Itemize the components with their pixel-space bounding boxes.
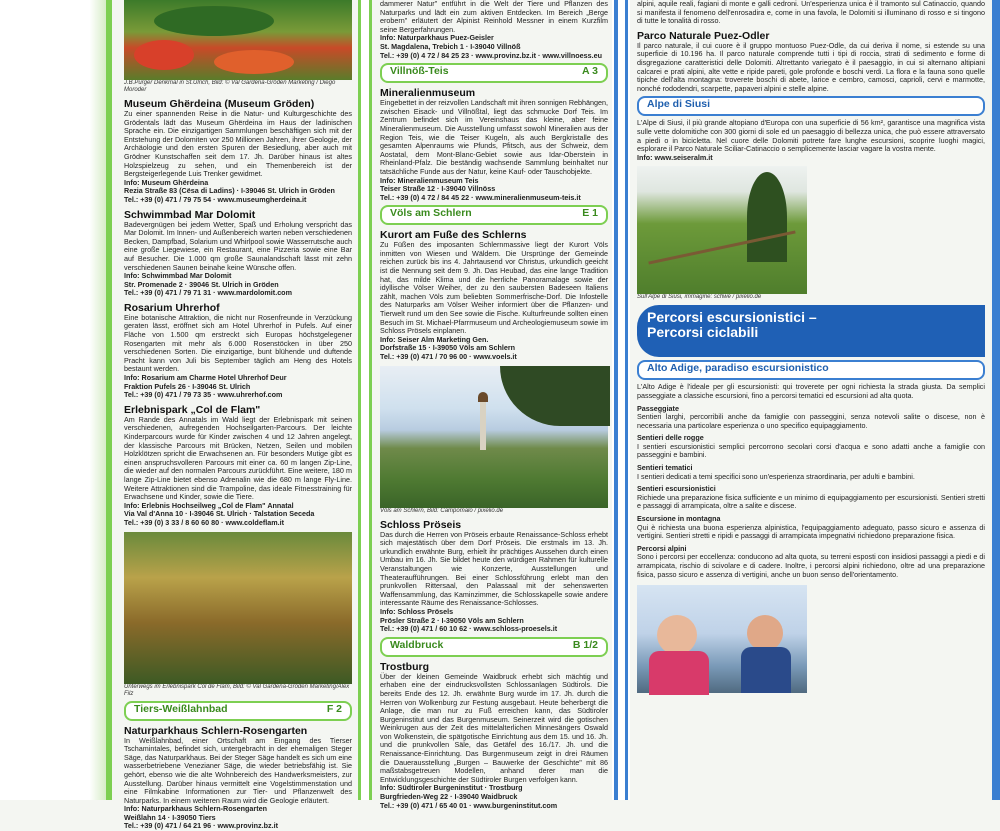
hiking-cycling-heading [637,305,985,357]
puez-title: Parco Naturale Puez-Odler [637,29,770,42]
rosarium-title: Rosarium Uhrerhof [124,301,220,314]
section-name: Alpe di Siusi [647,98,711,111]
erlebnispark-body: Am Rande des Annatals im Wald liegt der Erlebnispark mit seinen verschiedenen, aufregenden Hochseilgarten-Parcours. Der leichte Kinderparcours wurde für Kinder zwischen 4 und 12 Jahren angelegt, der klassische Parcours mit Brücken, Netzen, Seilen und mobilen Holzklötzen spricht die Erwachsenen an. Für besonders Mutige gibt es einen anspruchsvolleren Parcours mit einer ca. 60 m langen Zip-Line, die wieder auf den normalen Parcours zurückführt. Eine weitere, 180 m lange Zip-Line bietet ebenso Adrenalin wie die 680 m lange Fly-Line. Weitere Attraktionen sind die Trampoline, das ideale Fitnesstraining für Erwachsene und Kinder, sowie die Tiere. [124,414,352,502]
item-title: Passeggiate [637,403,679,413]
photo-garden-monument [124,0,352,80]
mineralien-body: Eingebettet in der reizvollen Landschaft mit ihren sonnigen Rebhängen, zwischen Eisack- und Villnößtal, liegt das schmucke Dorf Teis. Im Zentrum befindet sich im Vereinshaus das kleine, aber feine Mineralienmuseum. Die Ausstellung umfasst sowohl Mineralien aus der Region Teis, wie die Teiser Kugeln, als auch Bergkristalle des gesamten Alpenraums wie Pfunds, Pfitsch, aus der Schweiz, dem Aostatal, dem Mont-Blanc-Gebiet sowie aus Idar-Oberstein in Rheinland-Pfalz. Die beständig wachsende Sammlung beinhaltet nur tatsächliche Funde aus der Natur, keine Kauf- oder Tauschobjekte. [380,98,608,176]
item-title: Sentieri delle rogge [637,433,704,443]
section-header-tiers [124,701,352,721]
trostburg-info: Info: Südtiroler Burgeninstitut · Trostburg [380,783,523,793]
section-header-waldbruck [380,637,608,657]
naturparkhaus-info: Info: Naturparkhaus Schlern-Rosengarten [124,804,267,814]
left-margin-band [0,0,112,800]
photo-caption: Sull'Alpe di Siusi, immagine: schwe / pixelio.de [637,294,762,301]
section-map-code: E 1 [582,207,598,220]
column-1 [124,0,352,831]
alto-body: L'Alto Adige è l'ideale per gli escursionisti: qui troverete per ogni richiesta la strada giusta. Da semplici passeggiate a classiche escursioni, fino a percorsi tematici ed escursioni ad alta quota. [637,382,985,400]
item-body: Richiede una preparazione fisica sufficiente e un minimo di equipaggiamento per escursionisti. Sentieri stretti e passaggi di arrampicata, oltre a salite e discese. [637,492,985,511]
rosarium-body: Eine botanische Attraktion, die nicht nur Rosenfreunde in Verzückung geraten lässt, eröffnet sich am Hotel Uhrerhof in Pufels. Auf einer Fläche von 1.500 qm erstreckt sich Europas höchstgelegener Rosengarten mit mehr als 6.000 Rosenstöcken in über 250 verschiedenen Sorten. Die einzigartige, bunt blühende und duftende Pracht kann von Juli bis September täglich am Heng des Hotels bestaunt werden. [124,312,352,374]
museum-body: Zu einer spannenden Reise in die Natur- und Kulturgeschichte des Grödentals lädt das Museum Ghërdeina im Haus der ladinischen Sprache ein. Die einzigartigen Sammlungen beschäftigen sich mit der Entstehung der Dolomiten vor 250 Millionen Jahren, ihrer Geologie, der Archäologie und den ersten Spuren der Besiedlung, aber auch mit Grödner Kunstschaffen seit dem 17. Jh. Darüber hinaus ist altes Holzspielzeug zu sehen, und ein Themenbereich ist der Bergsteigerlegende Luis Trenker gewidmet. [124,109,352,179]
right-edge-band [992,0,1000,800]
intro-contact: Tel.: +39 (0) 4 72 / 84 25 23 · www.provinz.bz.it · www.villnoess.eu [380,50,603,60]
museum-address: Rezia Straße 83 (Cësa di Ladins) · I-39046 St. Ulrich in Gröden [124,186,335,196]
column-divider-green [358,0,372,800]
photo-forest-park [124,532,352,684]
section-header-voels [380,205,608,225]
section-name: Tiers-Weißlahnbad [134,702,228,715]
column-3 [637,0,985,693]
photo-caption: J.B.Purger Denkmal in St.Ulrich, Bild: © Val Gardena-Gröden Marketing / Diego Moroder [124,80,336,93]
museum-contact: Tel.: +39 (0) 471 / 79 75 54 · www.museumgherdeina.it [124,194,307,204]
item-title: Sentieri tematici [637,463,693,473]
trostburg-body: Über der kleinen Gemeinde Waidbruck erhebt sich mächtig und erhaben eine der eindrucksvollsten Schlossanlagen Südtirols. Die bereits Ende des 12. Jh. erwähnte Burg wurde im 17. Jh. durch die Herren von Wolkenburg zur Festung ausgebaut. Heute beherbergt die Anlage, die man nur zu Fuß erreichen kann, das Südtiroler Burgeninstitut und das Burgenmuseum. Seinerzeit wird die gotischen Weinkrugen aus der Zeit des mittelalterlichen Minnesängers Oswald von Wolkenstein, die spätgotische Einrichtung aus dem 15. und 16. Jh. und die prunkvollen Säle, das Getäfel des 16./17. Jh. und die Renaissance-Einrichtung. Das Burgenmuseum zeigt in drei Räumen die Dauerausstellung „Burgen – Bauwerke der Geschichte" mit 86 maßstabsgetreuen Modellen, anhand derer man die Entwicklungsgeschichte der Südtiroler Burgen verfolgen kann. [380,671,608,784]
kurort-contact: Tel.: +39 (0) 471 / 70 96 00 · www.voels.it [380,352,517,361]
naturparkhaus-body: In Weißlahnbad, einer Ortschaft am Eingang des Tierser Tschamintales, befindet sich, untergebracht in der ehemaligen Steger Säge, das Naturparkhaus. Bei der Steger Säge handelt es sich um eine wasserbetriebene Venezianer Säge, die wieder betriebsfähig ist. Sie gehört, ebenso wie die alte Wohnbereich des Handwerksmeisters, zur Ausstellung. Darüber hinaus vermittelt eine Vogelstimmenstation und eine Filmkabine Informationen zur Tier- und Pflanzenwelt des Naturparks. In einem weiteren Raum wird die Geologie erläutert. [124,735,352,805]
erlebnispark-contact: Tel.: +39 (0) 3 33 / 8 60 60 80 · www.coldeflam.it [124,517,284,527]
photo-village-church [380,366,608,508]
item-body: Qui è richiesta una buona esperienza alpinistica, l'equipaggiamento adeguato, passo sicuro e assenza di vertigini. Sentieri stretti e ripidi e passaggi di arrampicata impegnativi richiedono preparazione fisica. [637,522,985,541]
schloss-address: Prösler Straße 2 · I-39050 Völs am Schlern [380,615,524,625]
section-name: Waldbruck [390,638,444,651]
schwimmbad-body: Badevergnügen bei jedem Wetter, Spaß und Erholung verspricht das Mar Dolomit. Im Innen- und Außenbereich warten neben verschiedenen Becken, Dampfbad, Solarium und Whirlpool sowie Wasserrutsche auch eine große Liegewiese, ein Restaurant, eine Pizzeria sowie eine Bar auf Besucher. Die 1.000 qm große Saunalandschaft lässt mit zehn verschiedenen Saunen beinahe keine Wünsche offen. [124,219,352,272]
trostburg-contact: Tel.: +39 (0) 471 / 65 40 01 · www.burgeninstitut.com [380,800,558,810]
section-header-villnoess [380,63,608,83]
schwimmbad-title: Schwimmbad Mar Dolomit [124,208,256,221]
naturparkhaus-contact: Tel.: +39 (0) 471 / 64 21 96 · www.provinz.bz.it [124,821,278,831]
rosarium-contact: Tel.: +39 (0) 471 / 79 73 35 · www.uhrerhof.com [124,390,283,400]
alpe-info: Info: www.seiseralm.it [637,152,713,162]
item-title: Sentieri escursionistici [637,484,716,494]
kurort-title: Kurort am Fuße des Schlerns [380,229,527,242]
item-body: Sentieri larghi, percorribili anche da famiglie con passeggini, senza notevoli salite o discese, non è necessaria una particolare esperienza o uno specifico equipaggiamento. [637,412,985,430]
item-body: I sentieri dedicati a temi specifici sono un'esperienza straordinaria, per adulti e bambini. [637,471,915,481]
photo-caption: Völs am Schlern, Bild: Campomalo / pixelio.de [380,507,504,514]
naturparkhaus-address: Weißlahn 14 · I-39050 Tiers [124,812,216,822]
schloss-contact: Tel.: +39 (0) 471 / 60 10 62 · www.schloss-proesels.it [380,624,558,634]
mineralien-title: Mineralienmuseum [380,87,476,100]
mineralien-info: Info: Mineralienmuseum Teis [380,175,479,185]
alpe-body: L'Alpe di Siusi, il più grande altopiano d'Europa con una superficie di 56 km², garantisce una magnifica vista sulle vette dolomitiche con 300 giorni di sole ed un paesaggio di bellezza unica, che può essere attraversato a piedi o in bicicletta. Nel cuore delle Dolomiti potrete fare lunghe escursioni, scoprire luoghi magici, esplorare il Parco Naturale Sciliar-Catinaccio o semplicemente lasciar vagare la vostra mente. [637,118,985,154]
intro-text: dammerer Natur" entführt in die Welt der Tiere und Pflanzen des Naturparks und lädt ein zum aktiven Entdecken. Im Bereich „Berge erobern" erläutert der Alpinist Reinhold Messner in einem Kurzfilm seine Bergerfahrungen. [380,0,608,34]
schloss-info: Info: Schloss Prösels [380,606,454,616]
museum-info: Info: Museum Ghërdeina [124,177,209,187]
section-map-code: B 1/2 [572,638,598,651]
schwimmbad-contact: Tel.: +39 (0) 471 / 79 71 31 · www.mardolomit.com [124,288,292,298]
section-name: Alto Adige, paradiso escursionistico [647,362,829,375]
trostburg-address: Burgfrieden-Weg 22 · I-39040 Waidbruck [380,792,518,802]
intro-info: Info: Naturparkhaus Puez-Geisler [380,33,494,43]
kurort-body: Zu Füßen des imposanten Schlernmassive liegt der Kurort Völs inmitten von Wiesen und Wäldern. Die Ursprünge der Gemeinde reichen zurück bis ins 4. Jahrtausend vor Christus, urkundlich geeicht ist die Nennung seit dem 9. Jh. Das Heubad, das eine lange Tradition hat, das milde Klima und die herrliche Panoramalage sowie der idyllische Völser Weiher, der zu den saubersten Badeseen Italiens zählt, machen Völs zum beliebten Sommerfrische-Dorf. Die Infostelle des Naturparks am Völser Weiher informiert über die Pflanzen- und Tierwelt rund um den See sowie die Fische. Kulturfreunde sollten einen Besuch im St. Michael-Pfarrmuseum und Archeologiemuseum sowie im Schloss Prösels einplanen. [380,240,608,336]
section-map-code: A 3 [582,65,598,78]
photo-hikers [637,585,807,693]
rosarium-info: Info: Rosarium am Charme Hotel Uhrerhof Deur [124,373,287,383]
item-body: I sentieri escursionistici semplici percorrono secolari corsi d'acqua e sono adatti anche a famiglie con passeggini e bambini. [637,441,985,460]
column-2 [380,0,608,810]
intro-text: alpini, aquile reali, fagiani di monte e galli cedroni. Un'esperienza unica è il tramonto sul Catinaccio, quando si manifesta il fenomeno dell'enrosadira e, come in una favola, le Dolomiti si illuminano di rosso e si tingono di tutte le tonalità di rosso. [637,0,985,26]
mineralien-contact: Tel.: +39 (0) 4 72 / 84 45 22 · www.mineralienmuseum-teis.it [380,192,581,202]
schloss-title: Schloss Pröseis [380,518,462,531]
mineralien-address: Teiser Straße 12 · I-39040 Villnöss [380,184,496,194]
heading-line-2: Percorsi ciclabili [647,324,759,341]
section-header-alto-adige [637,360,985,380]
museum-title: Museum Ghërdeina (Museum Gröden) [124,98,315,110]
kurort-address: Dorfstraße 15 · I-39050 Völs am Schlern [380,343,516,353]
section-name: Villnöß-Teis [390,65,449,78]
section-map-code: F 2 [326,702,342,715]
photo-alpine-meadow [637,166,807,294]
item-title: Percorsi alpini [637,543,687,553]
column-divider-blue [612,0,630,800]
item-title: Escursione in montagna [637,514,721,524]
rosarium-address: Fraktion Pufels 26 · I-39046 St. Ulrich [124,381,251,391]
naturparkhaus-title: Naturparkhaus Schlern-Rosengarten [124,724,308,737]
erlebnispark-address: Via Val d'Anna 10 · I-39046 St. Ulrich · Talstation Seceda [124,509,315,519]
section-header-alpe [637,96,985,116]
heading-line-1: Percorsi escursionistici – [647,309,817,326]
schwimmbad-info: Info: Schwimmbad Mar Dolomit [124,271,232,281]
intro-address: St. Magdalena, Trebich 1 · I-39040 Villnöß [380,41,521,51]
erlebnispark-info: Info: Erlebnis Hochseilweg „Col de Flam" Annatal [124,500,294,510]
erlebnispark-title: Erlebnispark „Col de Flam" [124,403,261,416]
puez-body: Il parco naturale, il cui cuore è il gruppo montuoso Puez-Odle, da cui deriva il nome, si estende su una superficie di 10.196 ha. Il parco naturale comprende tutti i tipi di roccia, strati di sedimento e forme di disgregazione caratteristici delle Dolomiti. Altrettanto variegato è il paesaggio, in cui si alternano altipiani calcarei e prati alpini, alte vette e ripide pareti, gole profonde e boschi verdi. La flora e la fauna sono quelle tipiche dell'alta montagna: troverete boschi di abete, larice e cembro, camosci, caprioli, cervi e marmotte, nonché rododendri, scarpette, papaveri alpini e stelle alpine. [637,40,985,93]
section-name: Völs am Schlern [390,207,472,220]
schloss-body: Das durch die Herren von Pröseis erbaute Renaissance-Schloss erhebt sich majestätisch über dem Dorf Pröseis. Die erstmals im 13. Jh. urkundlich erwähnte Burg, erhielt ihr prächtiges Aussehen durch einen Umbau im 16. Jh. Sie bildet heute den würdigen Rahmen für kulturelle Veranstaltungen wie Konzerte, Ausstellungen und Theateraufführungen. Bei einer Schlossführung erlebt man den prunkvollen Rittersaal, den Palassaal mit der sehenswerten Waffensammlung, das Kaminzimmer, die Schlosskapelle sowie andere interessante Räume des Renaissance-Schlosses. [380,529,608,608]
kurort-info: Info: Seiser Alm Marketing Gen. [380,334,489,344]
photo-caption: Unterwegs im Erlebnispark Col de Flam, Bild: © Val Gardena-Gröden Marketing/Alex Filz [124,683,350,697]
schwimmbad-address: Str. Promenade 2 · 39046 St. Ulrich in Gröden [124,279,279,289]
trostburg-title: Trostburg [380,660,429,673]
item-body: Sono i percorsi per eccellenza: conducono ad alta quota, su terreni esposti con insidiosi passaggi a piedi e di arrampicata, rischio di scivolare e di cadere. Inoltre, i percorsi alpini richiedono, oltre ad una preparazione fisica, passo sicuro e assenza di vertigini, anche un buon senso dell'orientamento. [637,552,985,579]
